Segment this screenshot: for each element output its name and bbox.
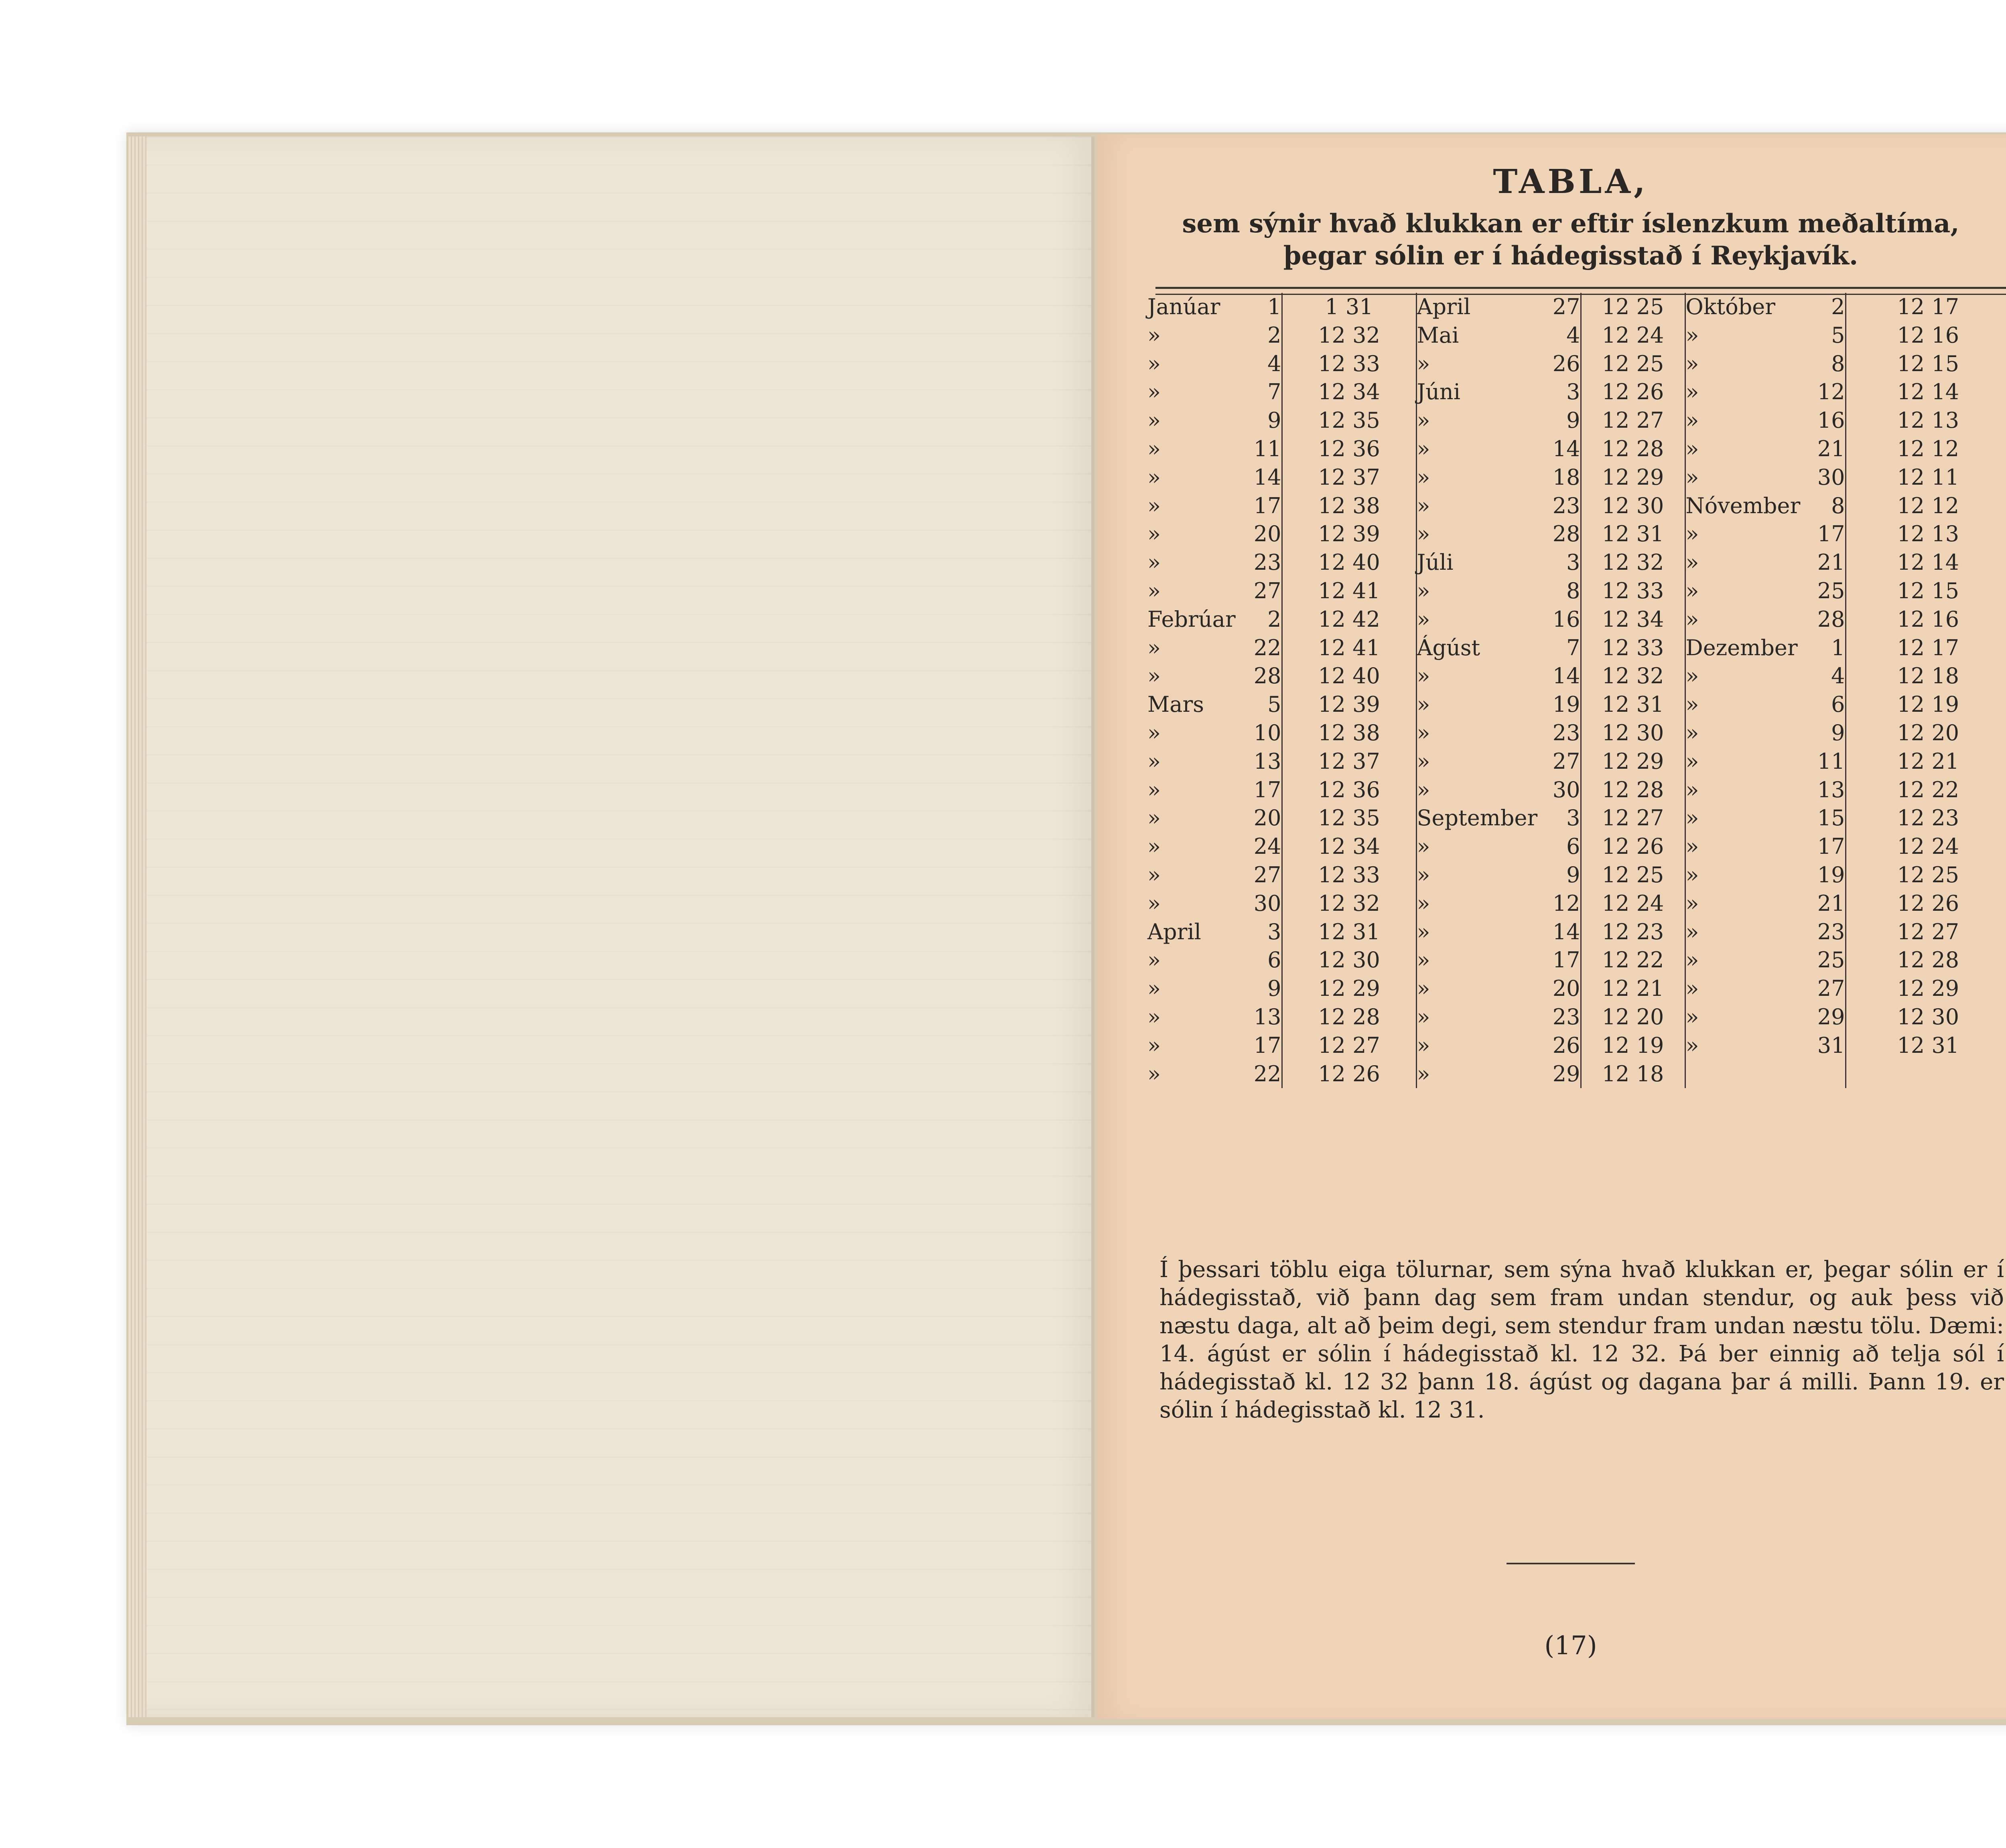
col2-day-cell: 26 bbox=[1552, 351, 1580, 376]
col1-time-cell: 12 38 bbox=[1282, 719, 1416, 747]
col1-day-cell: 27 bbox=[1253, 862, 1281, 887]
col1-month-cell: » bbox=[1147, 464, 1161, 490]
col1-time-cell: 12 35 bbox=[1282, 406, 1416, 435]
table-row bbox=[1147, 321, 2006, 350]
col1-day-cell: 17 bbox=[1253, 493, 1281, 518]
col3-day-cell: 25 bbox=[1817, 947, 1845, 973]
col2-month-cell: » bbox=[1416, 747, 1521, 776]
col2-day-cell: 8 bbox=[1566, 578, 1580, 603]
col1-month-cell: » bbox=[1147, 322, 1161, 348]
col1-month-cell: » bbox=[1147, 436, 1161, 461]
col2-month-cell: » bbox=[1416, 861, 1521, 889]
col3-day-cell: 2 bbox=[1831, 294, 1845, 319]
col2-day-cell: 14 bbox=[1552, 436, 1580, 461]
table-row bbox=[1147, 406, 2006, 435]
col3-time-cell: 12 14 bbox=[1846, 378, 2006, 406]
col3-month-cell: » bbox=[1685, 776, 1785, 804]
col3-time-cell: 12 16 bbox=[1846, 605, 2006, 634]
page-number: (17) bbox=[1544, 1631, 1597, 1661]
col3-time-cell: 12 31 bbox=[1846, 1032, 2006, 1060]
col1-time-cell: 12 33 bbox=[1282, 350, 1416, 378]
table-row bbox=[1147, 605, 2006, 634]
col2-time-cell: 12 30 bbox=[1581, 492, 1685, 520]
table-row bbox=[1147, 861, 2006, 889]
col2-time-cell: 12 25 bbox=[1581, 350, 1685, 378]
col1-month-cell: » bbox=[1147, 805, 1161, 831]
col1-time-cell: 12 27 bbox=[1282, 1032, 1416, 1060]
col3-time-cell: 12 18 bbox=[1846, 662, 2006, 690]
col3-time-cell: 12 26 bbox=[1846, 889, 2006, 918]
col1-month-cell: » bbox=[1147, 351, 1161, 376]
col2-time-cell: 12 25 bbox=[1581, 861, 1685, 889]
col1-day-cell: 23 bbox=[1253, 550, 1281, 575]
subtitle-line-1: sem sýnir hvað klukkan er eftir íslenzkum meðaltíma, bbox=[1182, 209, 1959, 239]
col3-month-cell: » bbox=[1685, 690, 1785, 719]
col3-day-cell bbox=[1785, 1060, 1846, 1088]
col3-day-cell: 16 bbox=[1817, 408, 1845, 433]
col2-time-cell: 12 24 bbox=[1581, 321, 1685, 350]
col2-day-cell: 7 bbox=[1566, 635, 1580, 660]
col3-time-cell bbox=[1846, 1060, 2006, 1088]
col2-day-cell: 14 bbox=[1552, 919, 1580, 944]
col3-month-cell: » bbox=[1685, 406, 1785, 435]
col1-month-cell: » bbox=[1147, 379, 1161, 405]
col3-time-cell: 12 21 bbox=[1846, 747, 2006, 776]
col3-month-cell: » bbox=[1685, 662, 1785, 690]
col1-day-cell: 24 bbox=[1253, 834, 1281, 859]
col3-month-cell: Nóvember bbox=[1685, 492, 1785, 520]
col2-time-cell: 12 27 bbox=[1581, 406, 1685, 435]
col2-time-cell: 12 23 bbox=[1581, 918, 1685, 946]
col1-time-cell: 12 34 bbox=[1282, 378, 1416, 406]
table-row bbox=[1147, 804, 2006, 833]
col1-month-cell: » bbox=[1147, 663, 1161, 689]
col3-month-cell: » bbox=[1685, 577, 1785, 605]
col3-day-cell: 5 bbox=[1831, 322, 1845, 348]
col2-day-cell: 30 bbox=[1552, 777, 1580, 802]
col3-day-cell: 12 bbox=[1817, 379, 1845, 405]
col1-month-cell: » bbox=[1147, 777, 1161, 802]
col1-day-cell: 7 bbox=[1267, 379, 1281, 405]
col1-time-cell: 12 26 bbox=[1282, 1060, 1416, 1088]
table-row bbox=[1147, 833, 2006, 861]
col1-time-cell: 12 34 bbox=[1282, 833, 1416, 861]
col1-time-cell: 12 31 bbox=[1282, 918, 1416, 946]
col1-day-cell: 13 bbox=[1253, 1004, 1281, 1030]
table-row bbox=[1147, 435, 2006, 463]
col1-day-cell: 3 bbox=[1267, 919, 1281, 944]
col2-time-cell: 12 26 bbox=[1581, 378, 1685, 406]
col1-day-cell: 20 bbox=[1253, 521, 1281, 547]
col2-month-cell: April bbox=[1416, 293, 1521, 321]
col2-day-cell: 23 bbox=[1552, 493, 1580, 518]
col3-time-cell: 12 22 bbox=[1846, 776, 2006, 804]
col3-time-cell: 12 12 bbox=[1846, 435, 2006, 463]
col2-day-cell: 27 bbox=[1552, 748, 1580, 774]
col1-time-cell: 12 36 bbox=[1282, 435, 1416, 463]
col3-day-cell: 21 bbox=[1817, 550, 1845, 575]
table-row bbox=[1147, 662, 2006, 690]
col1-time-cell: 12 37 bbox=[1282, 463, 1416, 492]
col2-month-cell: » bbox=[1416, 1060, 1521, 1088]
col1-day-cell: 22 bbox=[1253, 1061, 1281, 1086]
col1-time-cell: 12 40 bbox=[1282, 662, 1416, 690]
col3-day-cell: 31 bbox=[1817, 1032, 1845, 1058]
col2-day-cell: 23 bbox=[1552, 1004, 1580, 1030]
col1-time-cell: 12 33 bbox=[1282, 861, 1416, 889]
table-row bbox=[1147, 378, 2006, 406]
table-row bbox=[1147, 918, 2006, 946]
col1-month-cell: » bbox=[1147, 890, 1161, 916]
table-row bbox=[1147, 1003, 2006, 1032]
col1-day-cell: 2 bbox=[1267, 322, 1281, 348]
col1-month-cell: Febrúar bbox=[1147, 606, 1236, 632]
col2-time-cell: 12 20 bbox=[1581, 1003, 1685, 1032]
col2-day-cell: 18 bbox=[1552, 464, 1580, 490]
col3-time-cell: 12 29 bbox=[1846, 975, 2006, 1003]
col2-day-cell: 20 bbox=[1552, 976, 1580, 1001]
col2-month-cell: » bbox=[1416, 577, 1521, 605]
col1-day-cell: 9 bbox=[1267, 408, 1281, 433]
col2-time-cell: 12 28 bbox=[1581, 776, 1685, 804]
col3-day-cell: 6 bbox=[1831, 692, 1845, 717]
col2-day-cell: 12 bbox=[1552, 890, 1580, 916]
col2-month-cell: » bbox=[1416, 1003, 1521, 1032]
col3-day-cell: 17 bbox=[1817, 521, 1845, 547]
col1-day-cell: 9 bbox=[1267, 976, 1281, 1001]
table-row bbox=[1147, 548, 2006, 577]
col1-day-cell: 2 bbox=[1267, 606, 1281, 632]
col3-month-cell: » bbox=[1685, 804, 1785, 833]
col2-time-cell: 12 29 bbox=[1581, 747, 1685, 776]
closing-rule bbox=[1507, 1563, 1635, 1564]
col1-day-cell: 1 bbox=[1267, 294, 1281, 319]
col1-month-cell: » bbox=[1147, 408, 1161, 433]
col2-day-cell: 29 bbox=[1552, 1061, 1580, 1086]
col3-time-cell: 12 20 bbox=[1846, 719, 2006, 747]
table-row bbox=[1147, 492, 2006, 520]
table-row bbox=[1147, 690, 2006, 719]
col2-day-cell: 19 bbox=[1552, 692, 1580, 717]
col2-month-cell: Mai bbox=[1416, 321, 1521, 350]
col1-time-cell: 12 32 bbox=[1282, 321, 1416, 350]
col2-day-cell: 16 bbox=[1552, 606, 1580, 632]
col1-time-cell: 12 38 bbox=[1282, 492, 1416, 520]
col3-month-cell: Dezember bbox=[1685, 634, 1785, 662]
table-row bbox=[1147, 719, 2006, 747]
col3-day-cell: 8 bbox=[1831, 351, 1845, 376]
col1-time-cell: 12 41 bbox=[1282, 577, 1416, 605]
col2-month-cell: » bbox=[1416, 605, 1521, 634]
col1-time-cell: 12 39 bbox=[1282, 520, 1416, 548]
col3-time-cell: 12 17 bbox=[1846, 634, 2006, 662]
col3-month-cell: » bbox=[1685, 1032, 1785, 1060]
col3-day-cell: 29 bbox=[1817, 1004, 1845, 1030]
col2-month-cell: » bbox=[1416, 776, 1521, 804]
col1-month-cell: » bbox=[1147, 1004, 1161, 1030]
col2-time-cell: 12 29 bbox=[1581, 463, 1685, 492]
col3-month-cell: » bbox=[1685, 520, 1785, 548]
col2-month-cell: » bbox=[1416, 690, 1521, 719]
col3-month-cell: » bbox=[1685, 548, 1785, 577]
col3-time-cell: 12 15 bbox=[1846, 350, 2006, 378]
table-row bbox=[1147, 520, 2006, 548]
col2-time-cell: 12 32 bbox=[1581, 548, 1685, 577]
col2-day-cell: 3 bbox=[1566, 550, 1580, 575]
col3-month-cell: » bbox=[1685, 861, 1785, 889]
col3-time-cell: 12 13 bbox=[1846, 406, 2006, 435]
table-row bbox=[1147, 350, 2006, 378]
col1-month-cell: » bbox=[1147, 493, 1161, 518]
table-row bbox=[1147, 747, 2006, 776]
col2-time-cell: 12 34 bbox=[1581, 605, 1685, 634]
col1-time-cell: 12 37 bbox=[1282, 747, 1416, 776]
col3-time-cell: 12 25 bbox=[1846, 861, 2006, 889]
col3-day-cell: 23 bbox=[1817, 919, 1845, 944]
col3-month-cell: » bbox=[1685, 719, 1785, 747]
col1-time-cell: 12 40 bbox=[1282, 548, 1416, 577]
col2-day-cell: 17 bbox=[1552, 947, 1580, 973]
col1-month-cell: » bbox=[1147, 521, 1161, 547]
col3-month-cell: » bbox=[1685, 889, 1785, 918]
col1-day-cell: 10 bbox=[1253, 720, 1281, 745]
col3-month-cell: » bbox=[1685, 350, 1785, 378]
col3-month-cell: » bbox=[1685, 747, 1785, 776]
col2-day-cell: 4 bbox=[1566, 322, 1580, 348]
col1-day-cell: 20 bbox=[1253, 805, 1281, 831]
col3-day-cell: 13 bbox=[1817, 777, 1845, 802]
col3-time-cell: 12 23 bbox=[1846, 804, 2006, 833]
table-row bbox=[1147, 946, 2006, 975]
col2-month-cell: » bbox=[1416, 350, 1521, 378]
col2-month-cell: » bbox=[1416, 975, 1521, 1003]
col1-day-cell: 17 bbox=[1253, 1032, 1281, 1058]
col3-day-cell: 9 bbox=[1831, 720, 1845, 745]
col3-day-cell: 11 bbox=[1817, 748, 1845, 774]
col2-time-cell: 12 25 bbox=[1581, 293, 1685, 321]
col2-day-cell: 3 bbox=[1566, 805, 1580, 831]
table-row bbox=[1147, 975, 2006, 1003]
table-row bbox=[1147, 463, 2006, 492]
col2-time-cell: 12 32 bbox=[1581, 662, 1685, 690]
col2-time-cell: 12 33 bbox=[1581, 634, 1685, 662]
table-row bbox=[1147, 776, 2006, 804]
solar-noon-table bbox=[1147, 293, 2006, 1088]
col3-day-cell: 17 bbox=[1817, 834, 1845, 859]
col1-day-cell: 22 bbox=[1253, 635, 1281, 660]
right-page bbox=[1097, 134, 2006, 1719]
col3-time-cell: 12 11 bbox=[1846, 463, 2006, 492]
table-row bbox=[1147, 1060, 2006, 1088]
col3-day-cell: 25 bbox=[1817, 578, 1845, 603]
col1-month-cell: » bbox=[1147, 862, 1161, 887]
col2-day-cell: 23 bbox=[1552, 720, 1580, 745]
col2-time-cell: 12 33 bbox=[1581, 577, 1685, 605]
col3-time-cell: 12 13 bbox=[1846, 520, 2006, 548]
col2-month-cell: » bbox=[1416, 918, 1521, 946]
col3-month-cell: » bbox=[1685, 833, 1785, 861]
col3-time-cell: 12 19 bbox=[1846, 690, 2006, 719]
left-page-edge bbox=[128, 136, 146, 1717]
col3-month-cell: » bbox=[1685, 463, 1785, 492]
col3-day-cell: 28 bbox=[1817, 606, 1845, 632]
col2-day-cell: 26 bbox=[1552, 1032, 1580, 1058]
col2-month-cell: » bbox=[1416, 662, 1521, 690]
col1-time-cell: 12 29 bbox=[1282, 975, 1416, 1003]
col3-month-cell: » bbox=[1685, 975, 1785, 1003]
col2-time-cell: 12 22 bbox=[1581, 946, 1685, 975]
col1-month-cell: » bbox=[1147, 720, 1161, 745]
col2-month-cell: » bbox=[1416, 492, 1521, 520]
col3-month-cell: » bbox=[1685, 378, 1785, 406]
col1-month-cell: » bbox=[1147, 976, 1161, 1001]
col3-day-cell: 1 bbox=[1831, 635, 1845, 660]
col1-day-cell: 4 bbox=[1267, 351, 1281, 376]
col2-month-cell: » bbox=[1416, 889, 1521, 918]
table-row bbox=[1147, 634, 2006, 662]
col3-day-cell: 4 bbox=[1831, 663, 1845, 689]
table-row bbox=[1147, 1032, 2006, 1060]
col1-month-cell: Janúar bbox=[1147, 294, 1220, 319]
col3-time-cell: 12 17 bbox=[1846, 293, 2006, 321]
col1-day-cell: 13 bbox=[1253, 748, 1281, 774]
col1-month-cell: » bbox=[1147, 1032, 1161, 1058]
col1-day-cell: 14 bbox=[1253, 464, 1281, 490]
col3-month-cell: » bbox=[1685, 918, 1785, 946]
col2-day-cell: 9 bbox=[1566, 408, 1580, 433]
col2-time-cell: 12 24 bbox=[1581, 889, 1685, 918]
col1-month-cell: » bbox=[1147, 635, 1161, 660]
col2-time-cell: 12 31 bbox=[1581, 690, 1685, 719]
col1-day-cell: 30 bbox=[1253, 890, 1281, 916]
explanation-note: Í þessari töblu eiga tölurnar, sem sýna hvað klukkan er, þegar sólin er í hádegisstað, við þann dag sem fram undan stendur, og auk þess við næstu daga, alt að þeim degi, sem stendur fram undan næstu tölu. Dæmi: 14. ágúst er sólin í hádegisstað kl. 12 32. Þá ber einnig að telja sól í hádegisstað kl. 12 32 þann 18. ágúst og dagana þar á milli. Þann 19. er sólin í hádegisstað kl. 12 31. bbox=[1159, 1257, 2004, 1423]
col2-time-cell: 12 28 bbox=[1581, 435, 1685, 463]
col2-time-cell: 12 18 bbox=[1581, 1060, 1685, 1088]
table-row bbox=[1147, 293, 2006, 321]
col3-month-cell: » bbox=[1685, 946, 1785, 975]
col1-month-cell: » bbox=[1147, 550, 1161, 575]
col2-month-cell: Ágúst bbox=[1416, 634, 1521, 662]
col1-day-cell: 11 bbox=[1253, 436, 1281, 461]
col2-time-cell: 12 19 bbox=[1581, 1032, 1685, 1060]
col1-month-cell: » bbox=[1147, 834, 1161, 859]
col1-month-cell: » bbox=[1147, 748, 1161, 774]
col1-time-cell: 12 32 bbox=[1282, 889, 1416, 918]
left-page-blank bbox=[128, 136, 1094, 1717]
col2-day-cell: 28 bbox=[1552, 521, 1580, 547]
col3-time-cell: 12 24 bbox=[1846, 833, 2006, 861]
col1-month-cell: » bbox=[1147, 578, 1161, 603]
col3-day-cell: 8 bbox=[1831, 493, 1845, 518]
col2-day-cell: 6 bbox=[1566, 834, 1580, 859]
col3-time-cell: 12 30 bbox=[1846, 1003, 2006, 1032]
col3-month-cell: » bbox=[1685, 321, 1785, 350]
col1-month-cell: Mars bbox=[1147, 692, 1204, 717]
col2-month-cell: Júli bbox=[1416, 548, 1521, 577]
col3-day-cell: 19 bbox=[1817, 862, 1845, 887]
col2-month-cell: » bbox=[1416, 435, 1521, 463]
col1-month-cell: » bbox=[1147, 947, 1161, 973]
page-title: TABLA, bbox=[1493, 162, 1649, 201]
col3-time-cell: 12 28 bbox=[1846, 946, 2006, 975]
col1-day-cell: 5 bbox=[1267, 692, 1281, 717]
col2-month-cell: » bbox=[1416, 406, 1521, 435]
col2-month-cell: » bbox=[1416, 463, 1521, 492]
col1-time-cell: 1 31 bbox=[1282, 293, 1416, 321]
col2-time-cell: 12 21 bbox=[1581, 975, 1685, 1003]
col1-time-cell: 12 35 bbox=[1282, 804, 1416, 833]
col3-day-cell: 27 bbox=[1817, 976, 1845, 1001]
col1-day-cell: 6 bbox=[1267, 947, 1281, 973]
col2-time-cell: 12 27 bbox=[1581, 804, 1685, 833]
col2-month-cell: » bbox=[1416, 520, 1521, 548]
col1-time-cell: 12 28 bbox=[1282, 1003, 1416, 1032]
col2-day-cell: 3 bbox=[1566, 379, 1580, 405]
col3-month-cell: » bbox=[1685, 605, 1785, 634]
col3-time-cell: 12 14 bbox=[1846, 548, 2006, 577]
col3-month-cell bbox=[1685, 1060, 1785, 1088]
col1-day-cell: 17 bbox=[1253, 777, 1281, 802]
col1-month-cell: » bbox=[1147, 1061, 1161, 1086]
col2-month-cell: » bbox=[1416, 719, 1521, 747]
subtitle-line-2: þegar sólin er í hádegisstað í Reykjavík. bbox=[1283, 241, 1858, 271]
col3-month-cell: Október bbox=[1685, 293, 1785, 321]
col2-month-cell: » bbox=[1416, 946, 1521, 975]
col2-time-cell: 12 30 bbox=[1581, 719, 1685, 747]
col1-time-cell: 12 41 bbox=[1282, 634, 1416, 662]
col3-time-cell: 12 15 bbox=[1846, 577, 2006, 605]
col2-month-cell: » bbox=[1416, 1032, 1521, 1060]
table-row bbox=[1147, 577, 2006, 605]
col3-time-cell: 12 27 bbox=[1846, 918, 2006, 946]
col2-day-cell: 27 bbox=[1552, 294, 1580, 319]
col2-time-cell: 12 31 bbox=[1581, 520, 1685, 548]
col1-time-cell: 12 42 bbox=[1282, 605, 1416, 634]
col1-time-cell: 12 30 bbox=[1282, 946, 1416, 975]
col3-time-cell: 12 16 bbox=[1846, 321, 2006, 350]
col3-month-cell: » bbox=[1685, 1003, 1785, 1032]
col1-time-cell: 12 36 bbox=[1282, 776, 1416, 804]
col3-day-cell: 15 bbox=[1817, 805, 1845, 831]
col3-day-cell: 30 bbox=[1817, 464, 1845, 490]
col1-month-cell: April bbox=[1147, 919, 1201, 944]
col3-month-cell: » bbox=[1685, 435, 1785, 463]
col2-time-cell: 12 26 bbox=[1581, 833, 1685, 861]
col2-day-cell: 9 bbox=[1566, 862, 1580, 887]
col2-day-cell: 14 bbox=[1552, 663, 1580, 689]
col3-day-cell: 21 bbox=[1817, 890, 1845, 916]
col1-time-cell: 12 39 bbox=[1282, 690, 1416, 719]
col3-time-cell: 12 12 bbox=[1846, 492, 2006, 520]
table-row bbox=[1147, 889, 2006, 918]
col1-day-cell: 27 bbox=[1253, 578, 1281, 603]
col2-month-cell: » bbox=[1416, 833, 1521, 861]
col3-day-cell: 21 bbox=[1817, 436, 1845, 461]
col1-day-cell: 28 bbox=[1253, 663, 1281, 689]
col2-month-cell: Júni bbox=[1416, 378, 1521, 406]
col2-month-cell: September bbox=[1416, 804, 1521, 833]
